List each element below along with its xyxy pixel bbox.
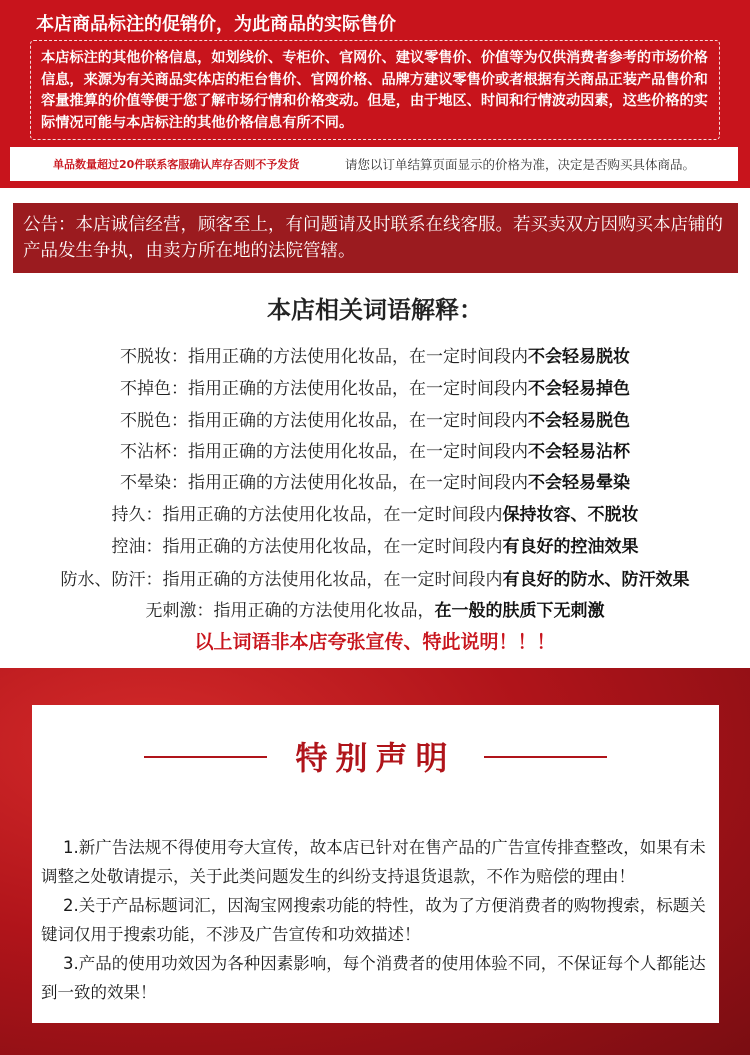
statement-paragraph: 1.新广告法规不得使用夸大宣传，故本店已针对在售产品的广告宣传排查整改，如果有未调整之处敬请提示，关于此类问题发生的纠纷支持退货退款，不作为赔偿的理由！	[41, 838, 706, 886]
glossary-term: 无刺激：	[145, 601, 214, 621]
glossary-desc: 指用正确的方法使用化妆品，在一定时间段内	[162, 505, 503, 525]
glossary-emphasis: 在一般的肤质下无刺激	[434, 601, 605, 621]
glossary-item	[0, 374, 750, 399]
glossary-emphasis: 不会轻易掉色	[528, 379, 630, 399]
glossary-term: 防水、防汗：	[60, 570, 163, 590]
glossary-term: 不晕染：	[120, 473, 188, 493]
special-statement-title: 特别声明	[295, 739, 456, 777]
glossary-desc: 指用正确的方法使用化妆品，在一定时间段内	[188, 411, 528, 431]
glossary-desc: 指用正确的方法使用化妆品，在一定时间段内	[188, 473, 528, 493]
glossary-disclaimer: 以上词语非本店夸张宣传、特此说明！！！	[194, 631, 556, 653]
glossary-desc: 指用正确的方法使用化妆品，在一定时间段内	[188, 442, 528, 462]
glossary-term: 不脱色：	[120, 411, 188, 431]
glossary-title: 本店相关词语解释：	[267, 296, 483, 324]
glossary-desc: 指用正确的方法使用化妆品，在一定时间段内	[162, 537, 503, 557]
glossary-desc: 指用正确的方法使用化妆品，在一定时间段内	[188, 347, 528, 367]
glossary-term: 控油：	[111, 537, 163, 557]
glossary-term: 不脱妆：	[120, 347, 188, 367]
glossary-emphasis: 不会轻易脱妆	[528, 347, 630, 367]
glossary-emphasis: 不会轻易晕染	[528, 473, 630, 493]
announcement-banner	[13, 203, 738, 273]
announcement-text: 公告：本店诚信经营，顾客至上，有问题请及时联系在线客服。若买卖双方因购买本店铺的产品发生争执，由卖方所在地的法院管辖。	[23, 215, 723, 261]
glossary-term: 不沾杯：	[120, 442, 188, 462]
special-statement-section	[0, 668, 750, 1055]
glossary-desc: 指用正确的方法使用化妆品，在一定时间段内	[188, 379, 528, 399]
glossary-emphasis: 不会轻易脱色	[528, 411, 630, 431]
glossary-item	[0, 596, 750, 621]
glossary-item	[0, 500, 750, 525]
price-notice-footer	[10, 147, 738, 181]
glossary-desc: 指用正确的方法使用化妆品，	[213, 601, 435, 621]
glossary-emphasis: 有良好的防水、防汗效果	[502, 570, 690, 590]
stock-limit-note: 单品数量超过20件联系客服确认库存否则不予发货	[53, 158, 300, 171]
price-notice-banner	[0, 0, 750, 188]
glossary-emphasis: 有良好的控油效果	[502, 537, 639, 557]
title-divider-right	[484, 756, 607, 758]
glossary-item	[0, 437, 750, 462]
glossary-desc: 指用正确的方法使用化妆品，在一定时间段内	[162, 570, 503, 590]
price-notice-frame	[30, 40, 720, 140]
glossary-item	[0, 532, 750, 557]
glossary-item	[0, 342, 750, 367]
glossary-item	[0, 406, 750, 431]
price-notice-body: 本店标注的其他价格信息，如划线价、专柜价、官网价、建议零售价、价值等为仅供消费者参考的市场价格信息，来源为有关商品实体店的柜台售价、官网价格、品牌方建议零售价或者根据有关商品正装产品售价和容量推算的价值等便于您了解市场行情和价格变动。但是，由于地区、时间和行情波动因素，这些价格的实际情况可能与本店标注的其他价格信息有所不同。	[41, 50, 708, 131]
price-notice-title: 本店商品标注的促销价，为此商品的实际售价	[36, 14, 396, 35]
glossary-item	[0, 565, 750, 590]
glossary-item	[0, 468, 750, 493]
glossary-term: 持久：	[111, 505, 163, 525]
glossary-emphasis: 不会轻易沾杯	[528, 442, 630, 462]
glossary-emphasis: 保持妆容、不脱妆	[502, 505, 639, 525]
order-price-note: 请您以订单结算页面显示的价格为准，决定是否购买具体商品。	[345, 157, 696, 172]
statement-paragraph: 3.产品的使用功效因为各种因素影响，每个消费者的使用体验不同，不保证每个人都能达到一致的效果！	[41, 954, 706, 1002]
glossary-term: 不掉色：	[120, 379, 188, 399]
special-statement-card	[32, 705, 719, 1023]
statement-paragraph: 2.关于产品标题词汇，因淘宝网搜索功能的特性，故为了方便消费者的购物搜索，标题关键词仅用于搜索功能，不涉及广告宣传和功效描述！	[41, 896, 706, 944]
special-statement-body	[41, 833, 711, 1007]
